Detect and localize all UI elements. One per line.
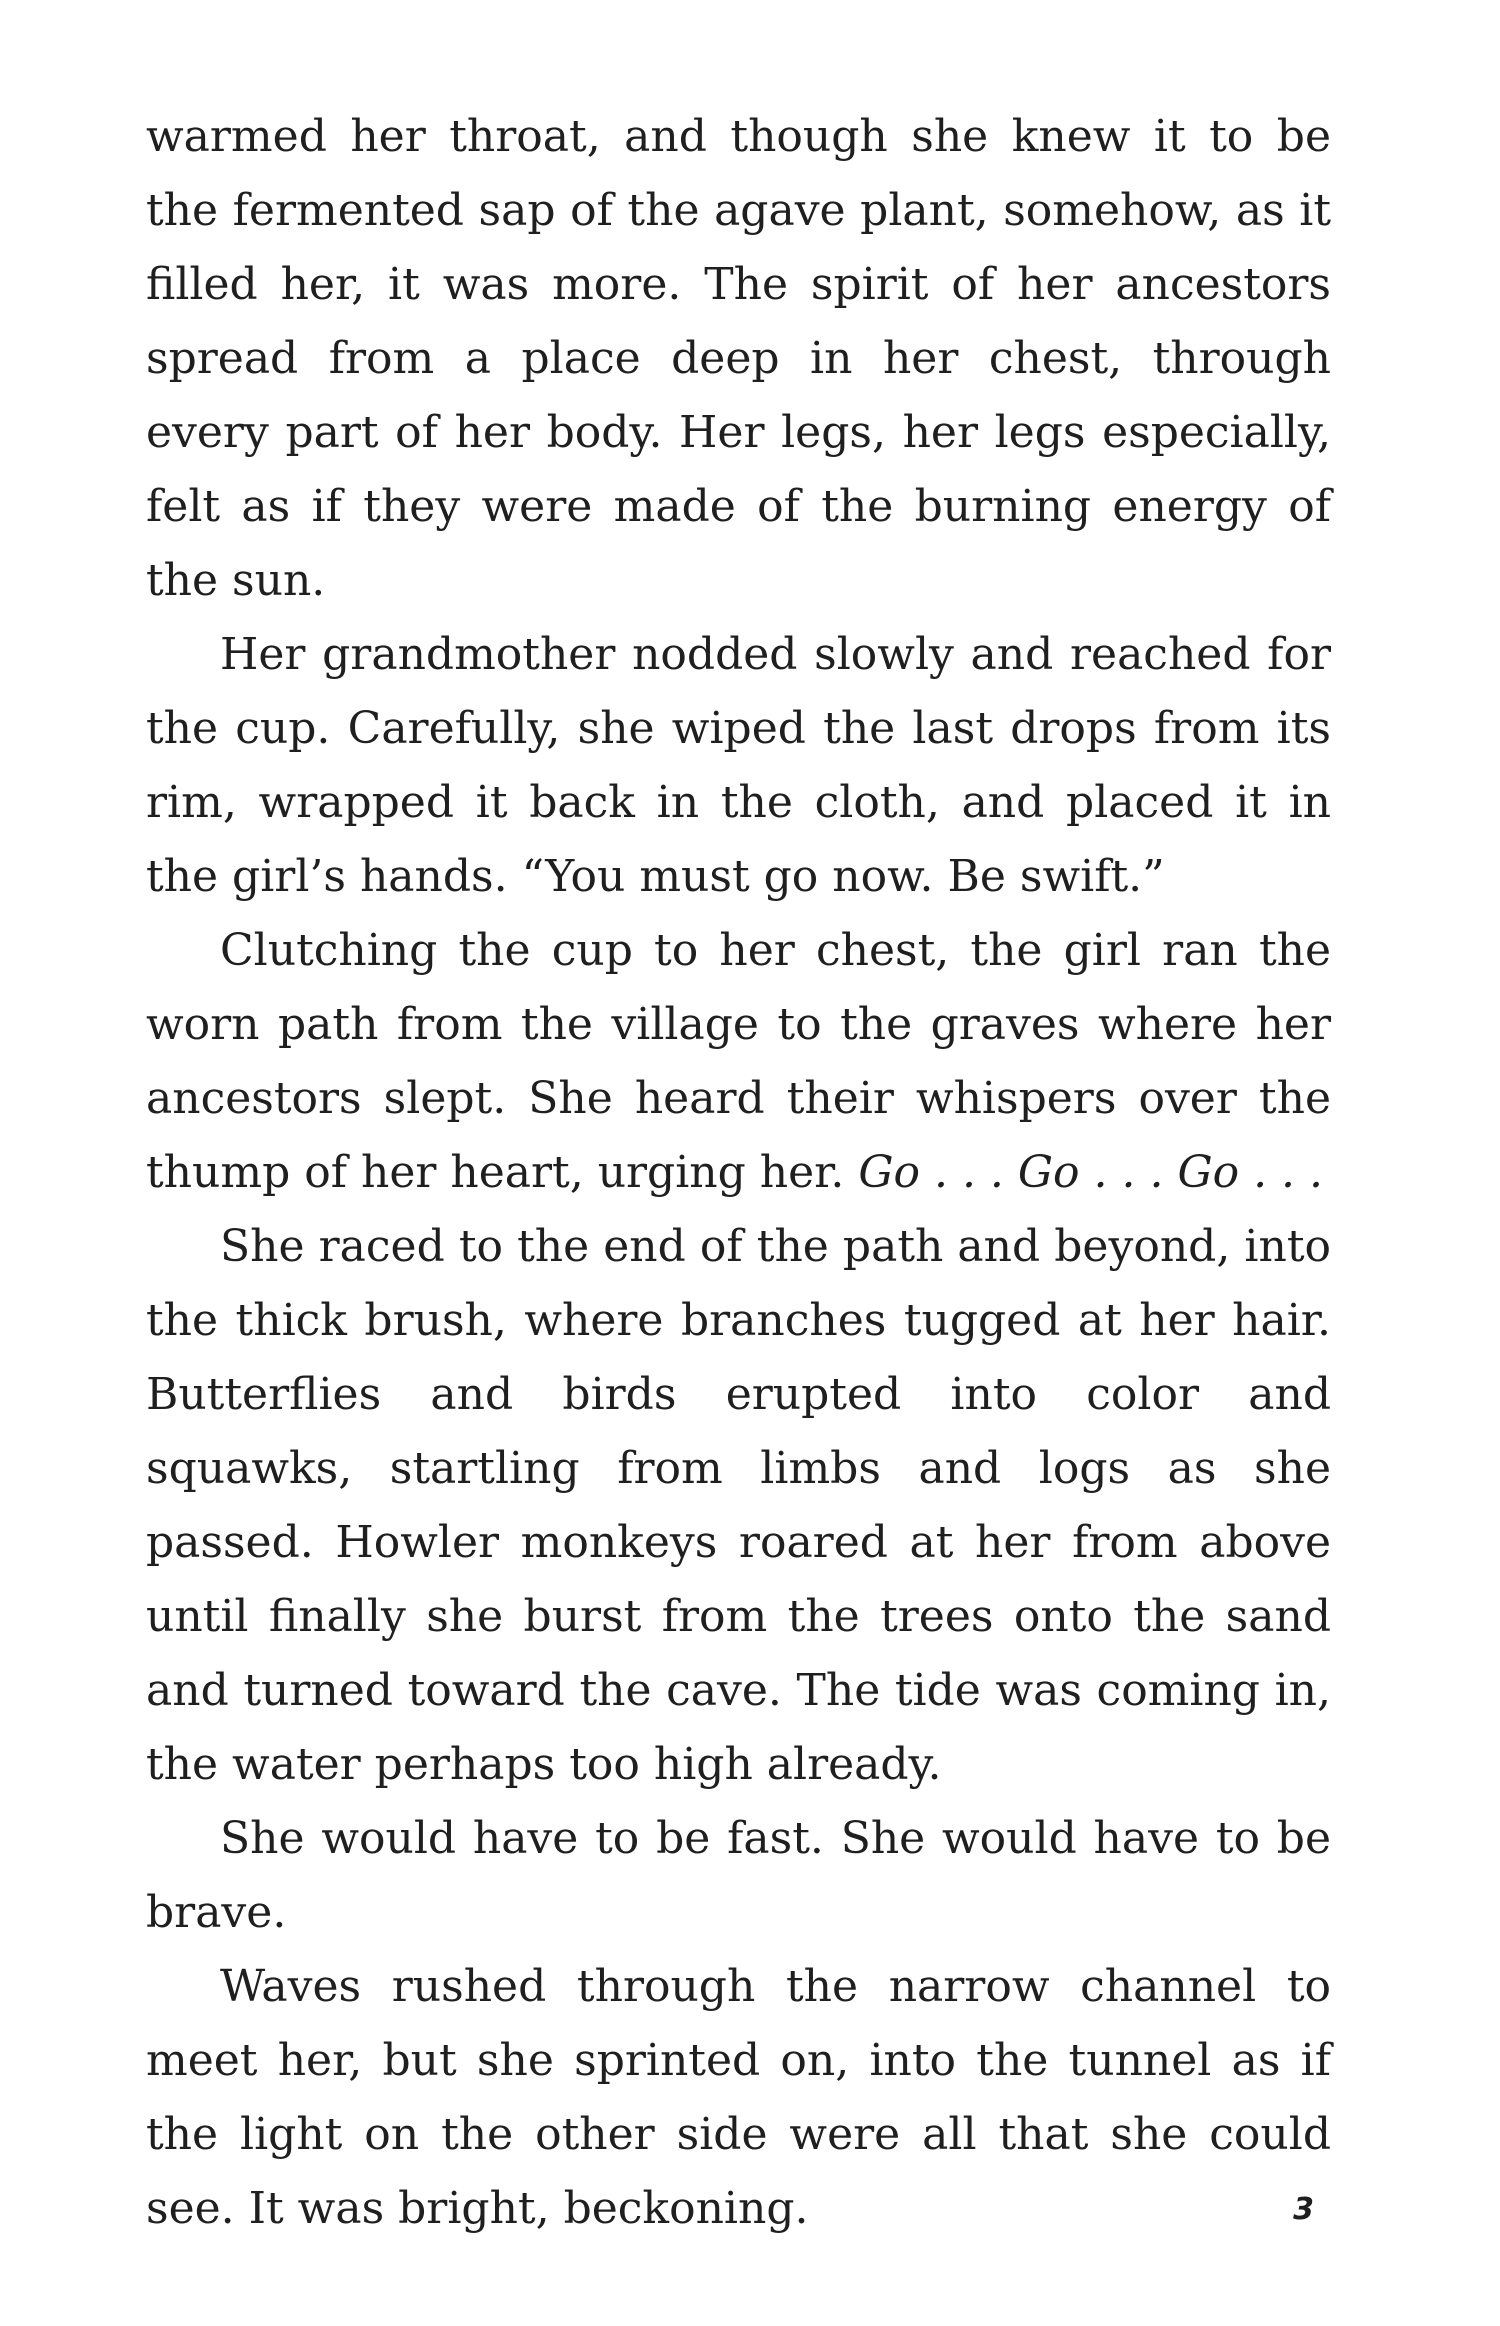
paragraph-4: She raced to the end of the path and beyond, into the thick brush, where branches tugged at her hair. Butterflies and birds erupted into color and squawks, startling from limbs and logs as she passed. Howler monkeys roared at her from above until finally she burst from the trees onto the sand and turned toward the cave. The tide was coming in, the water perhaps too high already. — [146, 1221, 1331, 1790]
paragraph-5: She would have to be fast. She would have to be brave. — [146, 1813, 1331, 1938]
whisper-phrase: Go . . . Go . . . Go . . . — [858, 1147, 1324, 1198]
paragraph-3 — [146, 914, 1331, 1210]
paragraph-3-text: Clutching the cup to her chest, the girl ran the worn path from the village to the graves where her ancestors slept. She heard their whispers over the thump of her heart, urging her. — [146, 925, 1331, 1198]
paragraph-2: Her grandmother nodded slowly and reached for the cup. Carefully, she wiped the last drops from its rim, wrapped it back in the cloth, and placed it in the girl’s hands. “You must go now. Be swift.” — [146, 629, 1331, 902]
paragraph-1: warmed her throat, and though she knew it to be the fermented sap of the agave plant, somehow, as it filled her, it was more. The spirit of her ancestors spread from a place deep in her chest, through every part of her body. Her legs, her legs especially, felt as if they were made of the burning energy of the sun. — [146, 111, 1331, 606]
book-page — [146, 100, 1331, 2246]
paragraph-6: Waves rushed through the narrow channel to meet her, but she sprinted on, into the tunnel as if the light on the other side were all that she could see. It was bright, beckoning. — [146, 1961, 1331, 2234]
page-number: 3 — [1293, 2192, 1314, 2227]
